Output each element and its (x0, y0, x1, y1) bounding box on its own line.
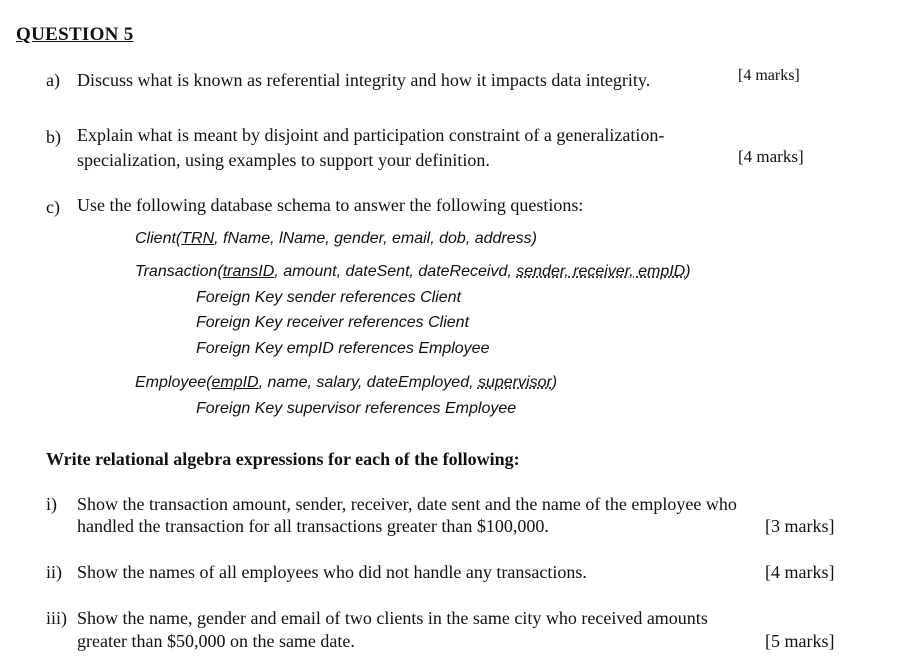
employee-primary-key: empID (211, 374, 259, 391)
schema-transaction: Transaction(transID, amount, dateSent, dateReceivd, sender, receiver, empID) (135, 263, 691, 280)
part-ii-marks: [4 marks] (765, 562, 835, 582)
part-iii-label: iii) (46, 608, 67, 628)
part-i-label: i) (46, 494, 57, 514)
schema-client: Client(TRN, fName, lName, gender, email, dob, address) (135, 230, 537, 247)
part-ii-text: Show the names of all employees who did not handle any transactions. (77, 562, 587, 582)
client-primary-key: TRN (181, 230, 215, 247)
schema-employee: Employee(empID, name, salary, dateEmployed, supervisor) (135, 374, 558, 391)
instruction-heading: Write relational algebra expressions for each of the following: (46, 449, 520, 469)
transaction-fk-2: Foreign Key receiver references Client (196, 314, 470, 331)
part-iii-line1: Show the name, gender and email of two clients in the same city who received amounts (77, 608, 708, 628)
question-title: QUESTION 5 (16, 24, 134, 45)
part-i-marks: [3 marks] (765, 516, 835, 536)
part-a-text: Discuss what is known as referential integrity and how it impacts data integrity. (77, 70, 651, 90)
employee-fk-1: Foreign Key supervisor references Employee (196, 400, 517, 417)
part-i-line2: handled the transaction for all transactions greater than $100,000. (77, 516, 549, 536)
employee-foreign-key: supervisor (477, 374, 552, 391)
transaction-fk-3: Foreign Key empID references Employee (196, 340, 490, 357)
part-a-label: a) (46, 70, 60, 90)
transaction-foreign-keys: sender, receiver, empID (516, 263, 686, 280)
part-b-line2: specialization, using examples to support your definition. (77, 150, 490, 170)
part-c-text: Use the following database schema to answer the following questions: (77, 195, 584, 215)
part-b-marks: [4 marks] (738, 147, 804, 166)
part-ii-label: ii) (46, 562, 62, 582)
part-a-marks: [4 marks] (738, 67, 800, 84)
part-b-label: b) (46, 127, 61, 147)
part-c-label: c) (46, 197, 60, 217)
transaction-fk-1: Foreign Key sender references Client (196, 289, 462, 306)
part-iii-line2: greater than $50,000 on the same date. (77, 631, 355, 651)
part-iii-marks: [5 marks] (765, 631, 835, 651)
part-i-line1: Show the transaction amount, sender, receiver, date sent and the name of the employee who (77, 494, 737, 514)
transaction-primary-key: transID (222, 263, 275, 280)
part-b-line1: Explain what is meant by disjoint and participation constraint of a generalization- (77, 125, 665, 145)
